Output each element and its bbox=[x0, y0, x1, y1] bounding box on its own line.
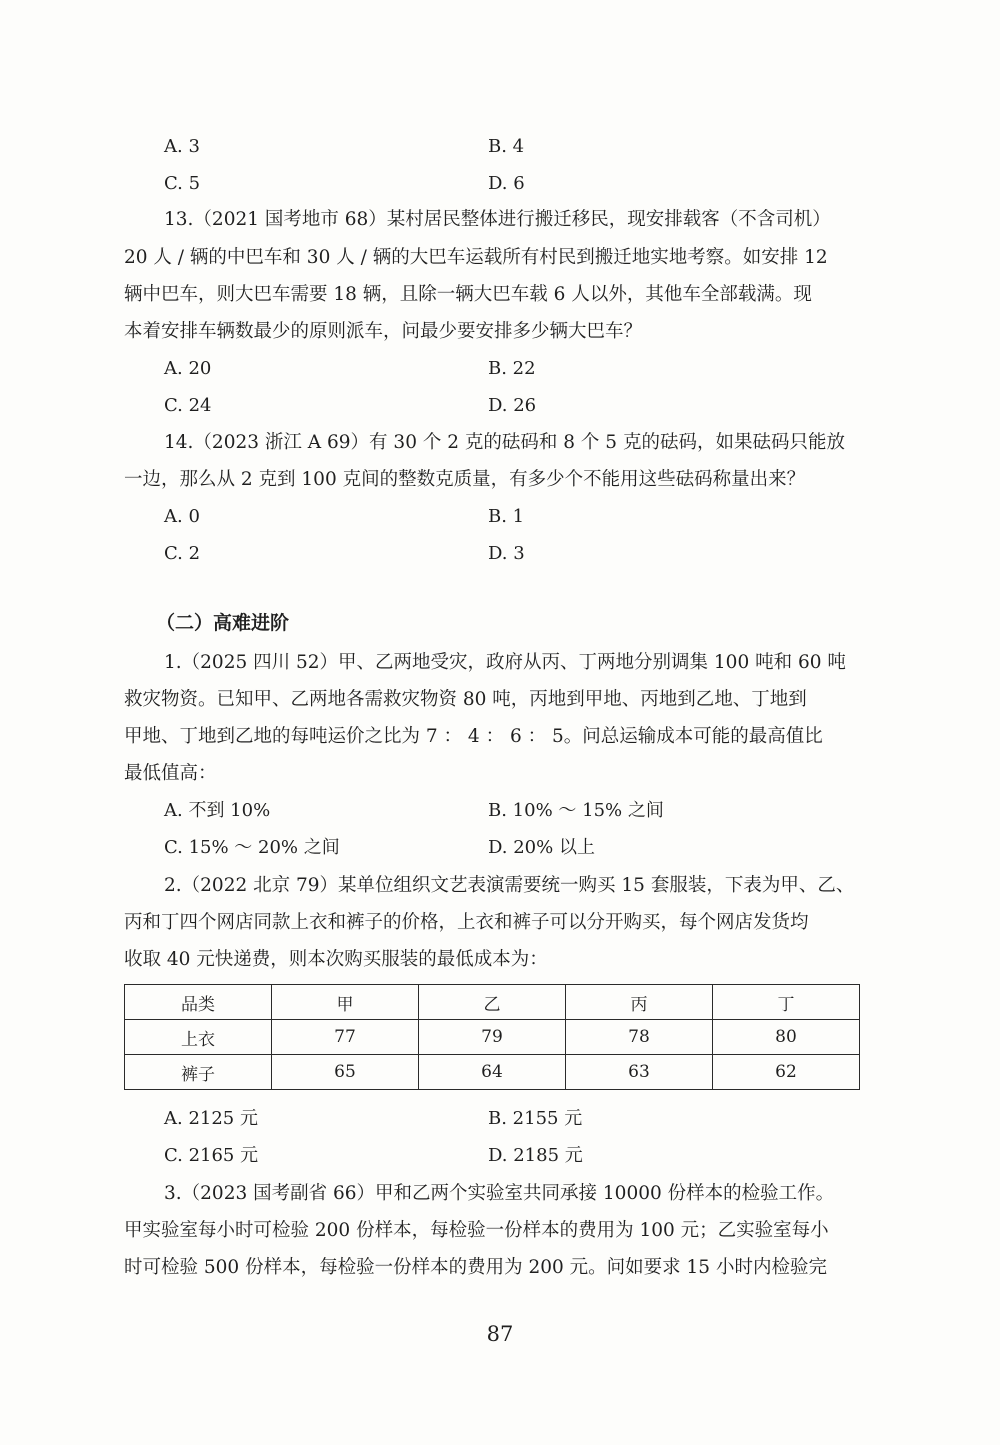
table-cell: 63 bbox=[566, 1055, 713, 1090]
option-d: D. 2185 元 bbox=[488, 1145, 583, 1166]
table-cell: 80 bbox=[713, 1020, 860, 1055]
option-row bbox=[164, 835, 864, 861]
p3-line-3: 时可检验 500 份样本，每检验一份样本的费用为 200 元。问如要求 15 小时内检验完 bbox=[124, 1257, 827, 1278]
p1-line-1: 1.（2025 四川 52）甲、乙两地受灾，政府从丙、丁两地分别调集 100 吨和 60 吨 bbox=[164, 652, 846, 673]
option-d: D. 20% 以上 bbox=[488, 837, 595, 858]
table-row bbox=[125, 1020, 860, 1055]
option-row bbox=[164, 504, 864, 530]
option-b: B. 22 bbox=[488, 358, 536, 379]
option-b: B. 4 bbox=[488, 136, 525, 157]
option-d: D. 26 bbox=[488, 395, 537, 416]
option-row bbox=[164, 541, 864, 567]
table-cell: 77 bbox=[272, 1020, 419, 1055]
option-b: B. 1 bbox=[488, 506, 525, 527]
option-row bbox=[164, 1143, 864, 1169]
price-table bbox=[124, 984, 860, 1090]
p2-line-1: 2.（2022 北京 79）某单位组织文艺表演需要统一购买 15 套服装，下表为甲、乙、 bbox=[164, 875, 855, 896]
q13-line-4: 本着安排车辆数最少的原则派车，问最少要安排多少辆大巴车？ bbox=[124, 321, 643, 342]
table-header-cell: 丁 bbox=[713, 985, 860, 1020]
option-a: A. 不到 10% bbox=[164, 800, 271, 821]
page-number: 87 bbox=[486, 1322, 514, 1346]
q13-line-2: 20 人 / 辆的中巴车和 30 人 / 辆的大巴车运载所有村民到搬迁地实地考察。如安排 12 bbox=[124, 247, 828, 268]
table-header-row bbox=[125, 985, 860, 1020]
q13-line-1: 13.（2021 国考地市 68）某村居民整体进行搬迁移民，现安排载客（不含司机） bbox=[164, 209, 831, 230]
p3-line-2: 甲实验室每小时可检验 200 份样本，每检验一份样本的费用为 100 元；乙实验室每小 bbox=[124, 1220, 829, 1241]
table-cell: 78 bbox=[566, 1020, 713, 1055]
option-row bbox=[164, 356, 864, 382]
table-row bbox=[125, 1055, 860, 1090]
option-a: A. 2125 元 bbox=[164, 1108, 258, 1129]
option-row bbox=[164, 393, 864, 419]
option-d: D. 6 bbox=[488, 173, 525, 194]
option-b: B. 10% ～ 15% 之间 bbox=[488, 800, 664, 821]
table-header-cell: 甲 bbox=[272, 985, 419, 1020]
option-c: C. 2 bbox=[164, 543, 201, 564]
option-row bbox=[164, 798, 864, 824]
option-c: C. 2165 元 bbox=[164, 1145, 259, 1166]
table-header-cell: 乙 bbox=[419, 985, 566, 1020]
p2-line-2: 丙和丁四个网店同款上衣和裤子的价格，上衣和裤子可以分开购买，每个网店发货均 bbox=[124, 912, 809, 933]
q14-line-1: 14.（2023 浙江 A 69）有 30 个 2 克的砝码和 8 个 5 克的砝码，如果砝码只能放 bbox=[164, 432, 845, 453]
option-a: A. 0 bbox=[164, 506, 200, 527]
option-d: D. 3 bbox=[488, 543, 525, 564]
option-a: A. 20 bbox=[164, 358, 212, 379]
table-cell: 79 bbox=[419, 1020, 566, 1055]
table-header-cell: 品类 bbox=[125, 985, 272, 1020]
table-header-cell: 丙 bbox=[566, 985, 713, 1020]
q14-line-2: 一边，那么从 2 克到 100 克间的整数克质量，有多少个不能用这些砝码称量出来？ bbox=[124, 469, 806, 490]
table-cell: 62 bbox=[713, 1055, 860, 1090]
section-heading: （二）高难进阶 bbox=[156, 612, 290, 634]
table-cell: 上衣 bbox=[125, 1020, 272, 1055]
option-c: C. 24 bbox=[164, 395, 212, 416]
option-b: B. 2155 元 bbox=[488, 1108, 583, 1129]
p1-line-3: 甲地、丁地到乙地的每吨运价之比为 7 ： 4 ： 6 ： 5。问总运输成本可能的最高值比 bbox=[124, 726, 823, 747]
option-c: C. 5 bbox=[164, 173, 201, 194]
table-cell: 64 bbox=[419, 1055, 566, 1090]
q13-line-3: 辆中巴车，则大巴车需要 18 辆，且除一辆大巴车载 6 人以外，其他车全部载满。现 bbox=[124, 284, 812, 305]
p1-line-4: 最低值高： bbox=[124, 763, 217, 784]
p2-line-3: 收取 40 元快递费，则本次购买服装的最低成本为： bbox=[124, 949, 548, 970]
table-cell: 裤子 bbox=[125, 1055, 272, 1090]
option-row bbox=[164, 134, 864, 160]
table-cell: 65 bbox=[272, 1055, 419, 1090]
option-row bbox=[164, 171, 864, 197]
p1-line-2: 救灾物资。已知甲、乙两地各需救灾物资 80 吨，丙地到甲地、丙地到乙地、丁地到 bbox=[124, 689, 807, 710]
option-row bbox=[164, 1106, 864, 1132]
p3-line-1: 3.（2023 国考副省 66）甲和乙两个实验室共同承接 10000 份样本的检验工作。 bbox=[164, 1183, 835, 1204]
option-a: A. 3 bbox=[164, 136, 200, 157]
option-c: C. 15% ～ 20% 之间 bbox=[164, 837, 340, 858]
